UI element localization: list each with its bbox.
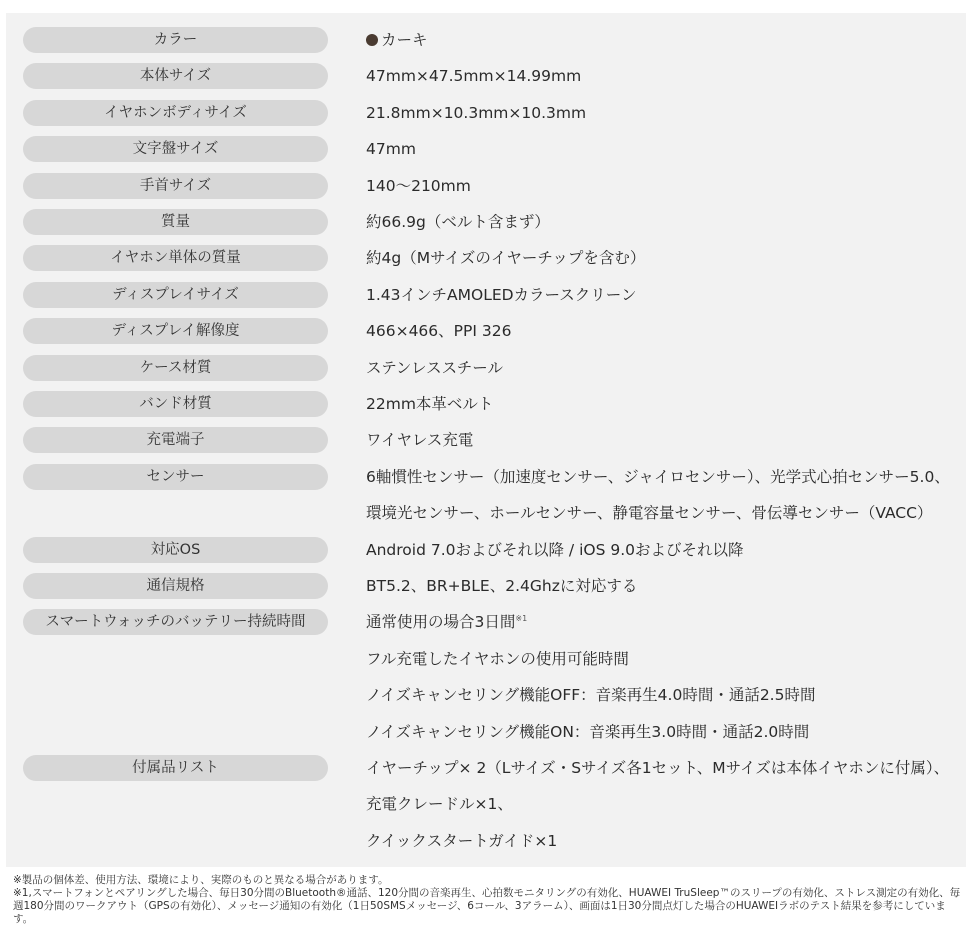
- spec-value-text: フル充電したイヤホンの使用可能時間: [366, 649, 629, 668]
- footnote-text: ※製品の個体差、使用方法、環境により、実際のものと異なる場合があります。: [13, 874, 389, 886]
- footnote-text: ※1,スマートフォンとペアリングした場合、毎日30分間のBluetooth®通話、120分間の音楽再生、心拍数モニタリングの有効化、HUAWEI TruSleep™のスリープの有効化、ストレス測定の有効化、毎週180分間のワークアウト（GPSの有効化）、メッセージ通知の有効化（1日50SMSメッセージ、6コール、3アラーム）、画面は1日30分間点灯した場合のHUAWEIラボのテスト結果を参考にしています。: [13, 887, 961, 925]
- spec-value: [366, 714, 809, 750]
- spec-value: [366, 786, 513, 822]
- spec-value: [366, 58, 581, 94]
- spec-label: ディスプレイサイズ: [23, 282, 328, 308]
- spec-value-text: 約4g（Mサイズのイヤーチップを含む）: [366, 249, 646, 268]
- spec-value: [366, 641, 629, 677]
- spec-value: [366, 750, 949, 786]
- spec-value: [366, 386, 493, 422]
- spec-value: [366, 22, 428, 58]
- spec-value: [366, 350, 503, 386]
- spec-label: 文字盤サイズ: [23, 136, 328, 162]
- spec-value-text: Android 7.0およびそれ以降 / iOS 9.0およびそれ以降: [366, 540, 744, 559]
- spec-value-text: BT5.2、BR+BLE、2.4Ghzに対応する: [366, 577, 638, 595]
- footnotes: [13, 874, 963, 926]
- spec-value-text: 466×466、PPI 326: [366, 322, 512, 341]
- spec-value-text: ワイヤレス充電: [366, 431, 474, 450]
- spec-label: バンド材質: [23, 391, 328, 417]
- spec-label: カラー: [23, 27, 328, 53]
- spec-value: [366, 459, 950, 495]
- spec-value: [366, 277, 636, 313]
- spec-label: イヤホン単体の質量: [23, 245, 328, 271]
- spec-value: [366, 495, 932, 531]
- spec-value-text: クイックスタートガイド×1: [366, 831, 558, 850]
- spec-label: 通信規格: [23, 573, 328, 599]
- spec-value: [366, 532, 744, 568]
- spec-label: 対応OS: [23, 537, 328, 563]
- spec-value-text: 充電クレードル×1、: [366, 795, 513, 814]
- spec-value: [366, 604, 527, 640]
- spec-value-text: 環境光センサー、ホールセンサー、静電容量センサー、骨伝導センサー（VACC）: [366, 504, 933, 523]
- spec-value-text: 1.43インチAMOLEDカラースクリーン: [366, 285, 637, 304]
- spec-value-text: 約66.9g（ベルト含まず）: [366, 213, 550, 231]
- spec-label: ディスプレイ解像度: [23, 318, 328, 344]
- spec-value-text: 6軸慣性センサー（加速度センサー、ジャイロセンサー）、光学式心拍センサー5.0、: [366, 467, 950, 486]
- spec-value: [366, 95, 586, 131]
- spec-value-text: カーキ: [381, 31, 428, 49]
- spec-value: [366, 677, 815, 713]
- spec-value: [366, 313, 511, 349]
- spec-value: [366, 240, 645, 276]
- spec-value-text: 21.8mm×10.3mm×10.3mm: [366, 103, 587, 122]
- spec-value-text: イヤーチップ× 2（Lサイズ・Sサイズ各1セット、Mサイズは本体イヤホンに付属）、: [366, 759, 950, 777]
- spec-label: センサー: [23, 464, 328, 490]
- spec-label: スマートウォッチのバッテリー持続時間: [23, 609, 328, 635]
- spec-label: ケース材質: [23, 355, 328, 381]
- spec-label: 質量: [23, 209, 328, 235]
- spec-value-text: 22mm本革ベルト: [366, 395, 494, 413]
- spec-value: [366, 131, 416, 167]
- spec-label: 手首サイズ: [23, 173, 328, 199]
- spec-label: 充電端子: [23, 427, 328, 453]
- color-swatch-icon: [366, 34, 378, 46]
- spec-value-text: 47mm: [366, 140, 416, 159]
- spec-label: 本体サイズ: [23, 63, 328, 89]
- spec-label: イヤホンボディサイズ: [23, 100, 328, 126]
- spec-value-text: 通常使用の場合3日間: [366, 613, 516, 632]
- spec-value-text: ステンレススチール: [366, 358, 503, 377]
- spec-value: [366, 204, 550, 240]
- footnote-marker: ※1: [515, 614, 528, 624]
- spec-table: [6, 13, 966, 867]
- spec-value: [366, 568, 637, 604]
- spec-value-text: ノイズキャンセリング機能OFF：音楽再生4.0時間・通話2.5時間: [366, 686, 816, 705]
- spec-value-text: ノイズキャンセリング機能ON：音楽再生3.0時間・通話2.0時間: [366, 722, 810, 741]
- spec-value-text: 140〜210mm: [366, 176, 471, 195]
- spec-value: [366, 168, 471, 204]
- spec-value-text: 47mm×47.5mm×14.99mm: [366, 67, 582, 86]
- spec-value: [366, 823, 557, 859]
- spec-label: 付属品リスト: [23, 755, 328, 781]
- spec-value: [366, 422, 473, 458]
